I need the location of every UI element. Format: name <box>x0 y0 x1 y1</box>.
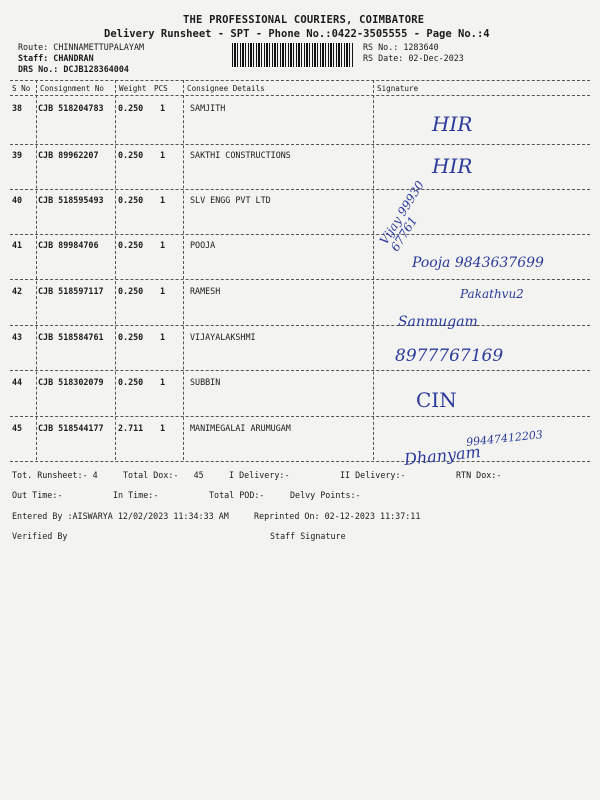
row-pcs: 1 <box>160 286 166 296</box>
row-consignment: CJB 89962207 <box>38 150 99 160</box>
row-rule <box>10 189 590 190</box>
row-sno: 43 <box>12 332 23 342</box>
row-consignment: CJB 518595493 <box>38 195 104 205</box>
row-sno: 38 <box>12 103 23 113</box>
column-divider <box>183 80 184 460</box>
row-sno: 42 <box>12 286 23 296</box>
row-pcs: 1 <box>160 423 166 433</box>
signature-45-name: Dhanyam <box>403 442 482 469</box>
total-dox: Total Dox:- 45 <box>123 470 204 480</box>
total-pod: Total POD:- <box>209 490 265 500</box>
column-divider <box>373 80 374 460</box>
col-header-consignee: Consignee Details <box>187 84 265 93</box>
row-rule <box>10 279 590 280</box>
row-pcs: 1 <box>160 240 166 250</box>
signature-44: CIN <box>416 388 457 412</box>
signature-43-name: Sanmugam <box>398 314 478 330</box>
row-weight: 0.250 <box>118 240 144 250</box>
verified-by: Verified By <box>12 531 68 541</box>
row-consignee: SAMJITH <box>190 103 226 113</box>
row-sno: 40 <box>12 195 23 205</box>
barcode <box>232 43 354 67</box>
signature-42: Pakathvu2 <box>460 287 524 301</box>
in-time: In Time:- <box>113 490 159 500</box>
row-consignee: SAKTHI CONSTRUCTIONS <box>190 150 291 160</box>
row-sno: 45 <box>12 423 23 433</box>
signature-41: Pooja 9843637699 <box>412 255 544 271</box>
row-consignment: CJB 518544177 <box>38 423 104 433</box>
row-rule <box>10 325 590 326</box>
row-pcs: 1 <box>160 377 166 387</box>
row-consignment: CJB 518302079 <box>38 377 104 387</box>
staff-label: Staff: CHANDRAN <box>18 53 94 63</box>
row-pcs: 1 <box>160 103 166 113</box>
col-header-sno: S No <box>12 84 31 93</box>
row-sno: 44 <box>12 377 23 387</box>
rs-number: RS No.: 1283640 <box>363 42 439 52</box>
col-header-weight: Weight <box>119 84 147 93</box>
runsheet-subtitle: Delivery Runsheet - SPT - Phone No.:0422-3505555 - Page No.:4 <box>104 28 490 40</box>
signature-39: HIR <box>432 154 473 178</box>
delvy-points: Delvy Points:- <box>290 490 361 500</box>
row-consignment: CJB 518584761 <box>38 332 104 342</box>
signature-38: HIR <box>432 112 473 136</box>
row-consignee: SLV ENGG PVT LTD <box>190 195 271 205</box>
row-rule <box>10 144 590 145</box>
row-weight: 0.250 <box>118 103 144 113</box>
rs-date: RS Date: 02-Dec-2023 <box>363 53 464 63</box>
col-header-consignment: Consignment No <box>40 84 105 93</box>
row-weight: 2.711 <box>118 423 144 433</box>
row-rule <box>10 234 590 235</box>
row-consignee: POOJA <box>190 240 216 250</box>
entered-by: Entered By :AISWARYA 12/02/2023 11:34:33 AM <box>12 511 229 521</box>
column-divider <box>115 80 116 460</box>
row-consignee: MANIMEGALAI ARUMUGAM <box>190 423 291 433</box>
row-consignment: CJB 89984706 <box>38 240 99 250</box>
row-weight: 0.250 <box>118 150 144 160</box>
table-bottom-rule <box>10 461 590 462</box>
signature-45-phone: 99447412203 <box>465 428 544 449</box>
row-consignment: CJB 518204783 <box>38 103 104 113</box>
row-rule <box>10 370 590 371</box>
row-consignee: SUBBIN <box>190 377 221 387</box>
signature-40: Vijay 99930 67761 <box>376 178 427 254</box>
row-weight: 0.250 <box>118 377 144 387</box>
col-header-signature: Signature <box>377 84 419 93</box>
row-pcs: 1 <box>160 195 166 205</box>
row-consignee: VIJAYALAKSHMI <box>190 332 256 342</box>
row-pcs: 1 <box>160 150 166 160</box>
row-consignee: RAMESH <box>190 286 221 296</box>
out-time: Out Time:- <box>12 490 63 500</box>
staff-signature-label: Staff Signature <box>270 531 346 541</box>
row-weight: 0.250 <box>118 286 144 296</box>
drs-number: DRS No.: DCJB128364004 <box>18 64 129 74</box>
i-delivery: I Delivery:- <box>229 470 290 480</box>
row-sno: 39 <box>12 150 23 160</box>
tot-runsheet: Tot. Runsheet:- 4 <box>12 470 98 480</box>
table-top-rule <box>10 80 590 81</box>
reprinted-on: Reprinted On: 02-12-2023 11:37:11 <box>254 511 421 521</box>
row-weight: 0.250 <box>118 195 144 205</box>
row-pcs: 1 <box>160 332 166 342</box>
rtn-dox: RTN Dox:- <box>456 470 502 480</box>
row-consignment: CJB 518597117 <box>38 286 104 296</box>
ii-delivery: II Delivery:- <box>340 470 406 480</box>
route-label: Route: CHINNAMETTUPALAYAM <box>18 42 145 52</box>
col-header-pcs: PCS <box>154 84 168 93</box>
column-divider <box>36 80 37 460</box>
row-weight: 0.250 <box>118 332 144 342</box>
signature-43-phone: 8977767169 <box>395 346 504 366</box>
row-sno: 41 <box>12 240 23 250</box>
row-rule <box>10 416 590 417</box>
company-title: THE PROFESSIONAL COURIERS, COIMBATORE <box>183 14 425 26</box>
table-header-rule <box>10 95 590 96</box>
